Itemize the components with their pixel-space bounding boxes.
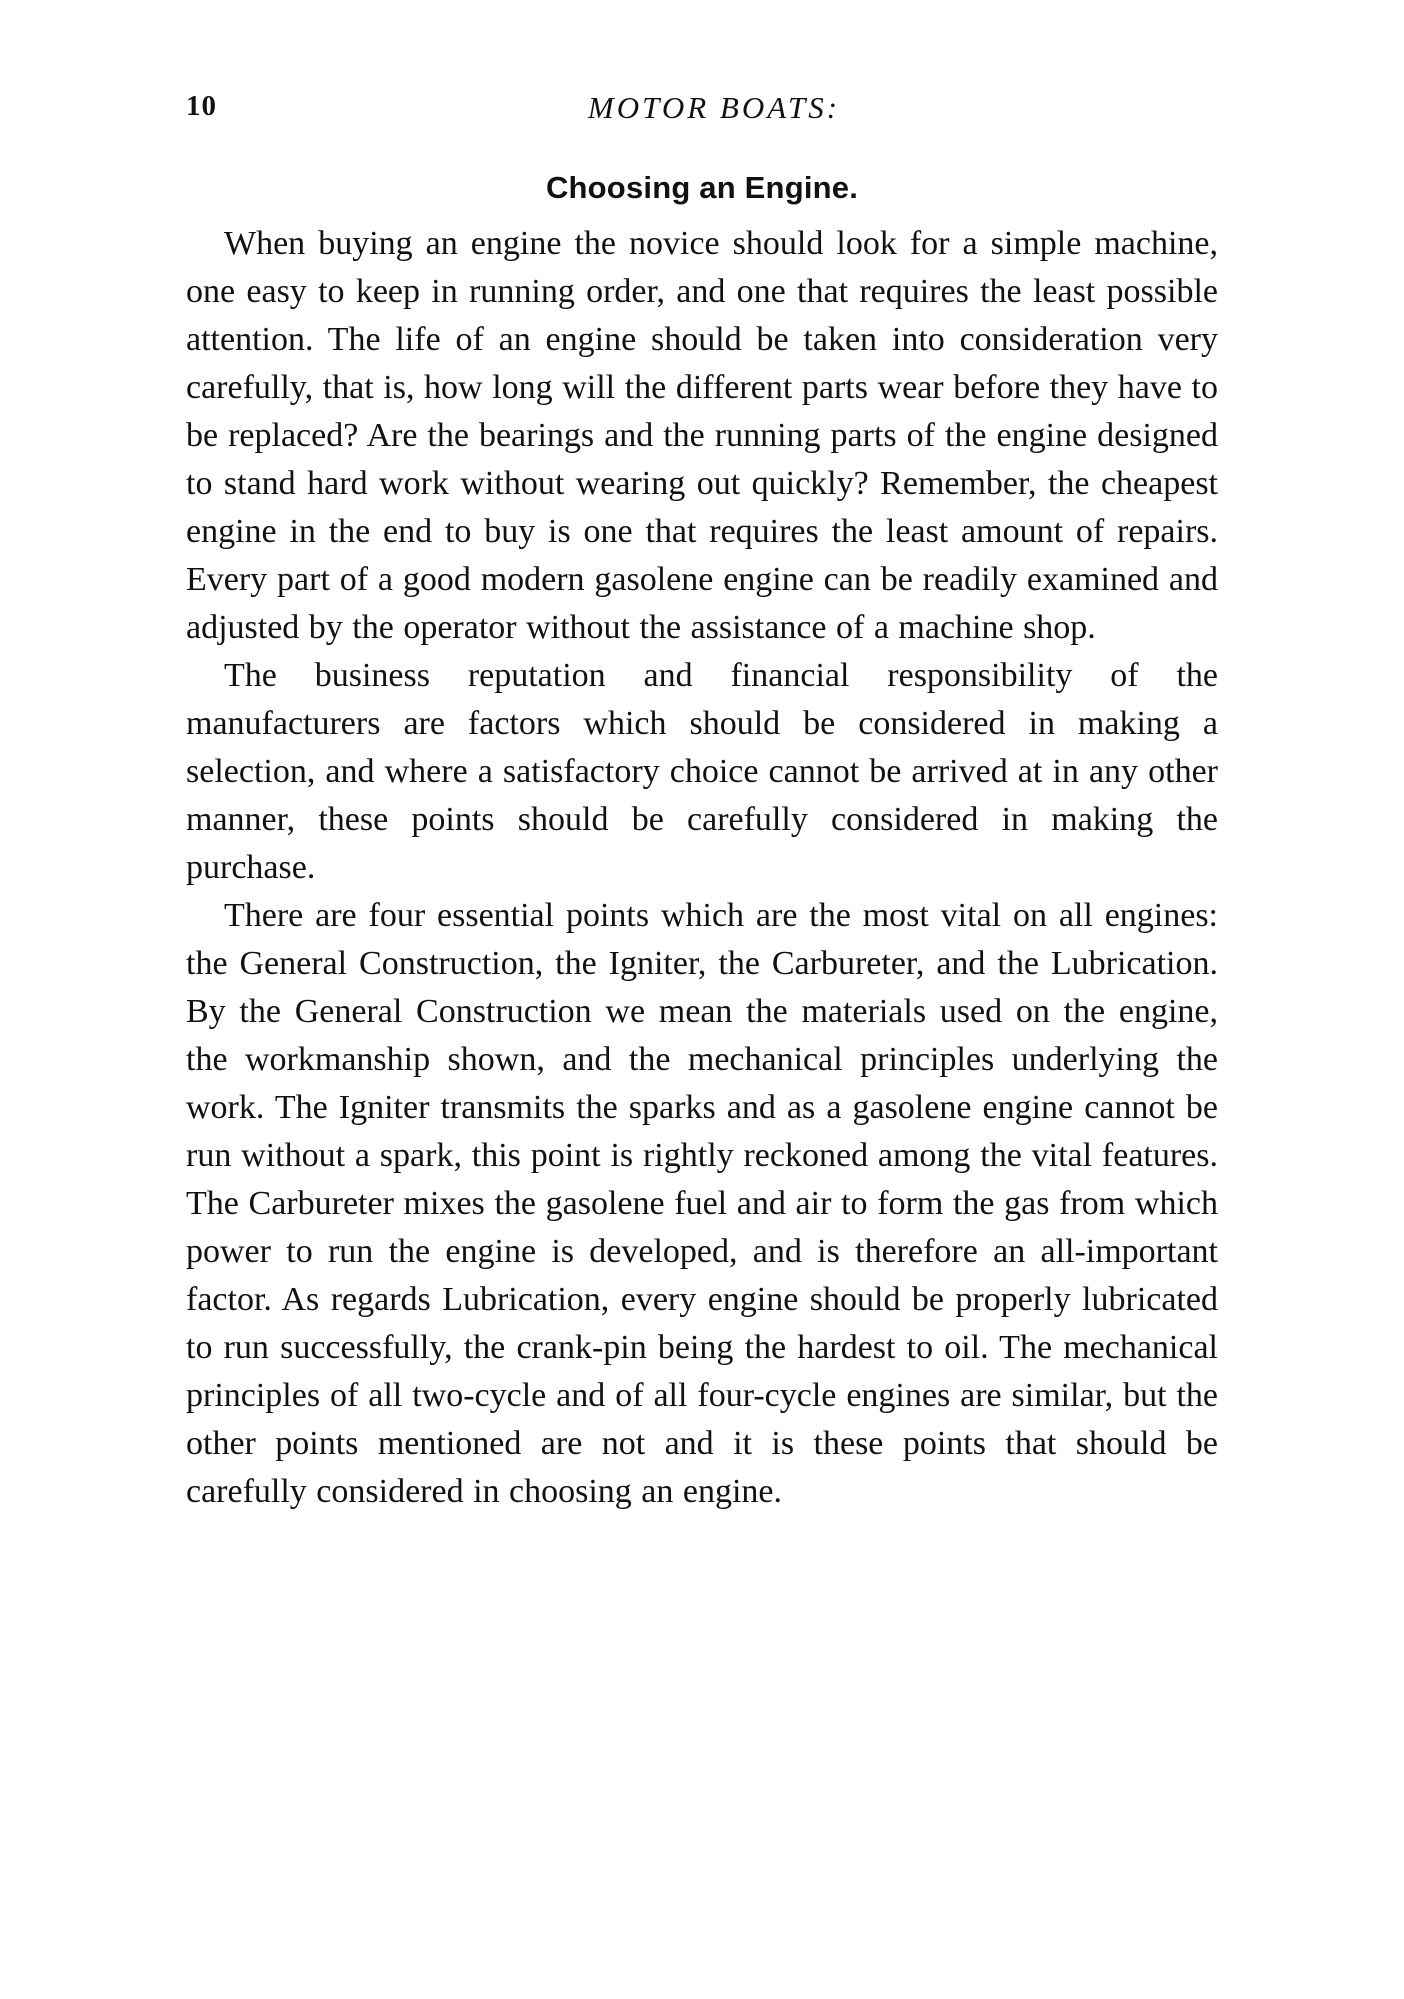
body-text (186, 220, 1218, 1516)
running-title: MOTOR BOATS: (587, 90, 841, 125)
running-head (186, 90, 1218, 140)
paragraph-essential-points: There are four essential points which are the most vital on all engines: the General Construction, the Igniter, the Carbureter, and the Lubrication. By the General Construction we mean the materials used on the engine, the workmanship shown, and the mechanical principles underlying the work. The Igniter transmits the sparks and as a gasolene engine cannot be run without a spark, this point is rightly reckoned among the vital features. The Carbureter mixes the gasolene fuel and air to form the gas from which power to run the engine is developed, and is therefore an all-important factor. As regards Lubrication, every engine should be properly lubricated to run successfully, the crank-pin being the hardest to oil. The mechanical principles of all two-cycle and of all four-cycle engines are similar, but the other points mentioned are not and it is these points that should be carefully considered in choosing an engine. (186, 897, 1218, 1510)
paragraph-manufacturer-reputation: The business reputation and financial responsibility of the manufacturers are factors which should be considered in making a selection, and where a satisfactory choice cannot be arrived at in any other manner, these points should be carefully considered in making the purchase. (186, 657, 1218, 886)
paragraph-choosing-engine: When buying an engine the novice should look for a simple machine, one easy to keep in running order, and one that requires the least possible attention. The life of an engine should be taken into consideration very carefully, that is, how long will the different parts wear before they have to be replaced? Are the bearings and the running parts of the engine designed to stand hard work without wearing out quickly? Remember, the cheapest engine in the end to buy is one that requires the least amount of repairs. Every part of a good modern gasolene engine can be readily examined and adjusted by the operator without the assistance of a machine shop. (186, 225, 1218, 646)
section-heading: Choosing an Engine. (545, 170, 859, 205)
page-number: 10 (186, 90, 217, 122)
